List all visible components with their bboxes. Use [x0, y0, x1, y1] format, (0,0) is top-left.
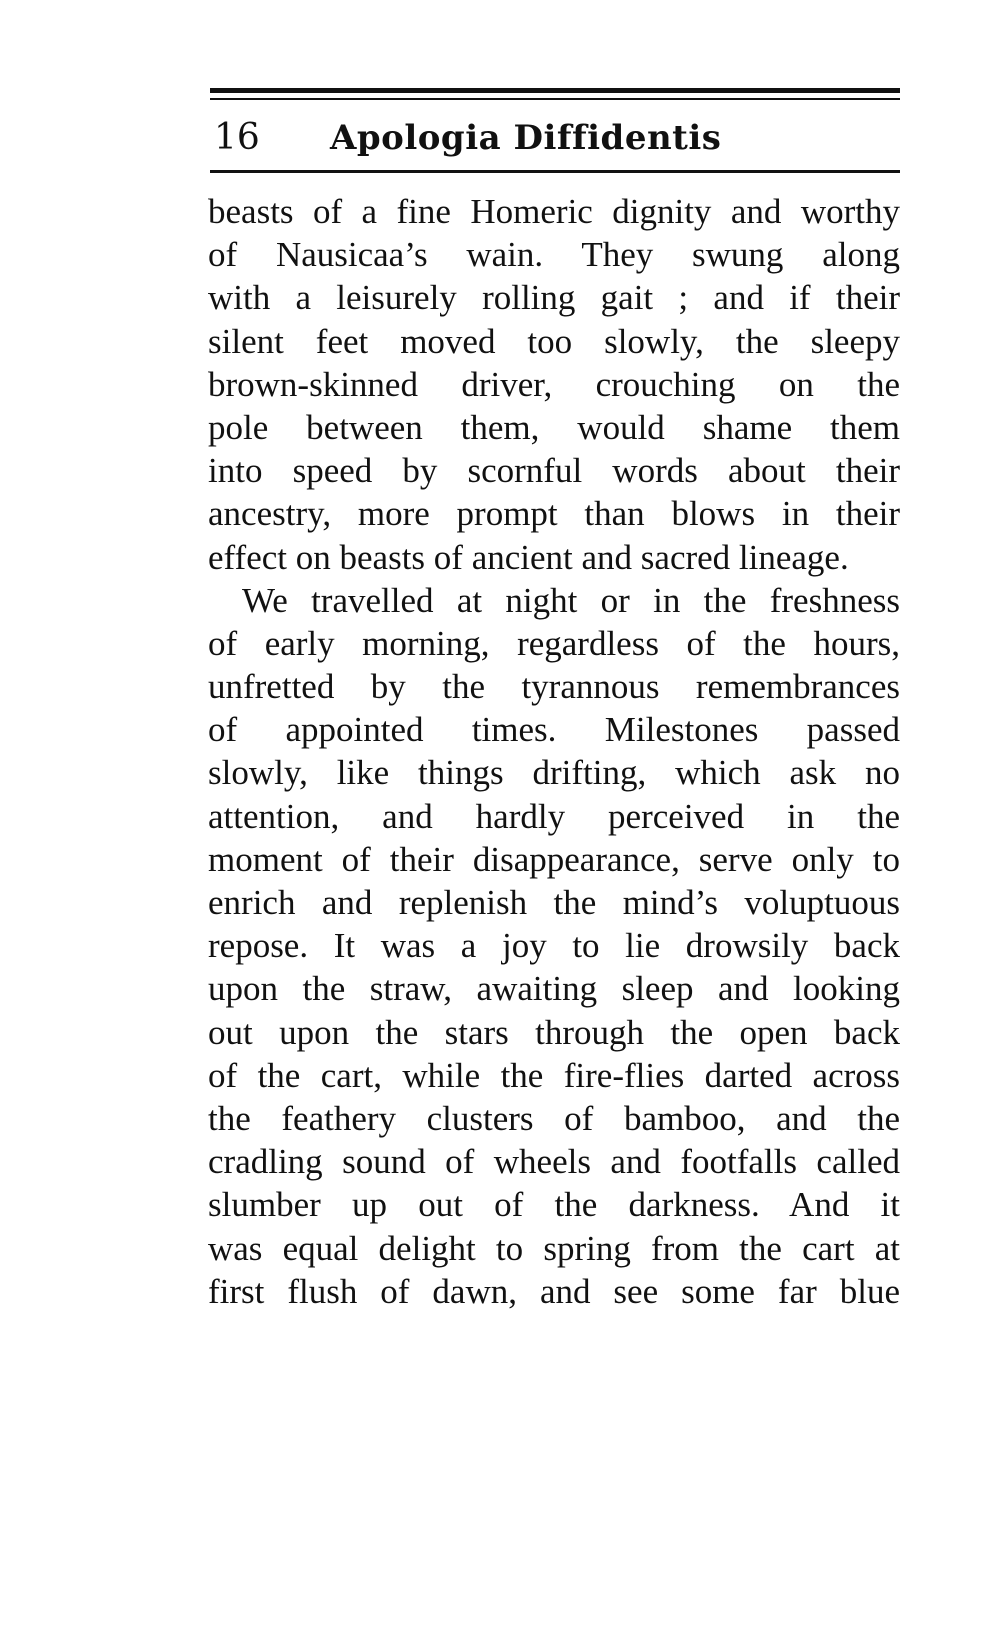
page-number: 16 — [214, 117, 260, 158]
paragraph-start-line: We travelled at night or in the freshness — [242, 580, 900, 620]
text-line: ancestry, more prompt than blows in their — [208, 494, 900, 534]
header-underline-rule — [210, 170, 900, 173]
text-line: of Nausicaa’s wain. They swung along — [208, 235, 900, 275]
text-line: slowly, like things drifting, which ask no — [208, 753, 900, 793]
running-title: Apologia Diffidentis — [330, 118, 722, 158]
text-line: of the cart, while the fire-flies darted across — [208, 1055, 900, 1095]
text-line: of early morning, regardless of the hours, — [208, 623, 900, 663]
text-line: of appointed times. Milestones passed — [208, 710, 900, 750]
header-rule-thick — [210, 88, 900, 93]
text-line: into speed by scornful words about their — [208, 451, 900, 491]
text-line: beasts of a fine Homeric dignity and worthy — [208, 192, 900, 231]
text-line: attention, and hardly perceived in the — [208, 796, 900, 836]
paragraph-end-line: effect on beasts of ancient and sacred lineage. — [208, 537, 849, 577]
text-line: repose. It was a joy to lie drowsily back — [208, 926, 900, 966]
text-line: cradling sound of wheels and footfalls called — [208, 1142, 900, 1182]
text-line: pole between them, would shame them — [208, 407, 900, 447]
text-line: unfretted by the tyrannous remembrances — [208, 667, 900, 707]
text-line: moment of their disappearance, serve only to — [208, 839, 900, 879]
text-line: slumber up out of the darkness. And it — [208, 1185, 900, 1225]
text-line: enrich and replenish the mind’s voluptuous — [208, 883, 900, 922]
header-rule-thin — [210, 98, 900, 100]
text-line: with a leisurely rolling gait ; and if their — [208, 278, 900, 318]
text-line: the feathery clusters of bamboo, and the — [208, 1098, 900, 1138]
text-line: silent feet moved too slowly, the sleepy — [208, 321, 900, 361]
text-line: was equal delight to spring from the cart at — [208, 1228, 900, 1268]
body-text — [208, 190, 900, 1313]
text-line: brown-skinned driver, crouching on the — [208, 364, 900, 404]
text-line: out upon the stars through the open back — [208, 1012, 900, 1052]
running-header — [210, 108, 900, 170]
text-line: upon the straw, awaiting sleep and looking — [208, 969, 900, 1009]
text-line: first flush of dawn, and see some far blue — [208, 1271, 900, 1311]
